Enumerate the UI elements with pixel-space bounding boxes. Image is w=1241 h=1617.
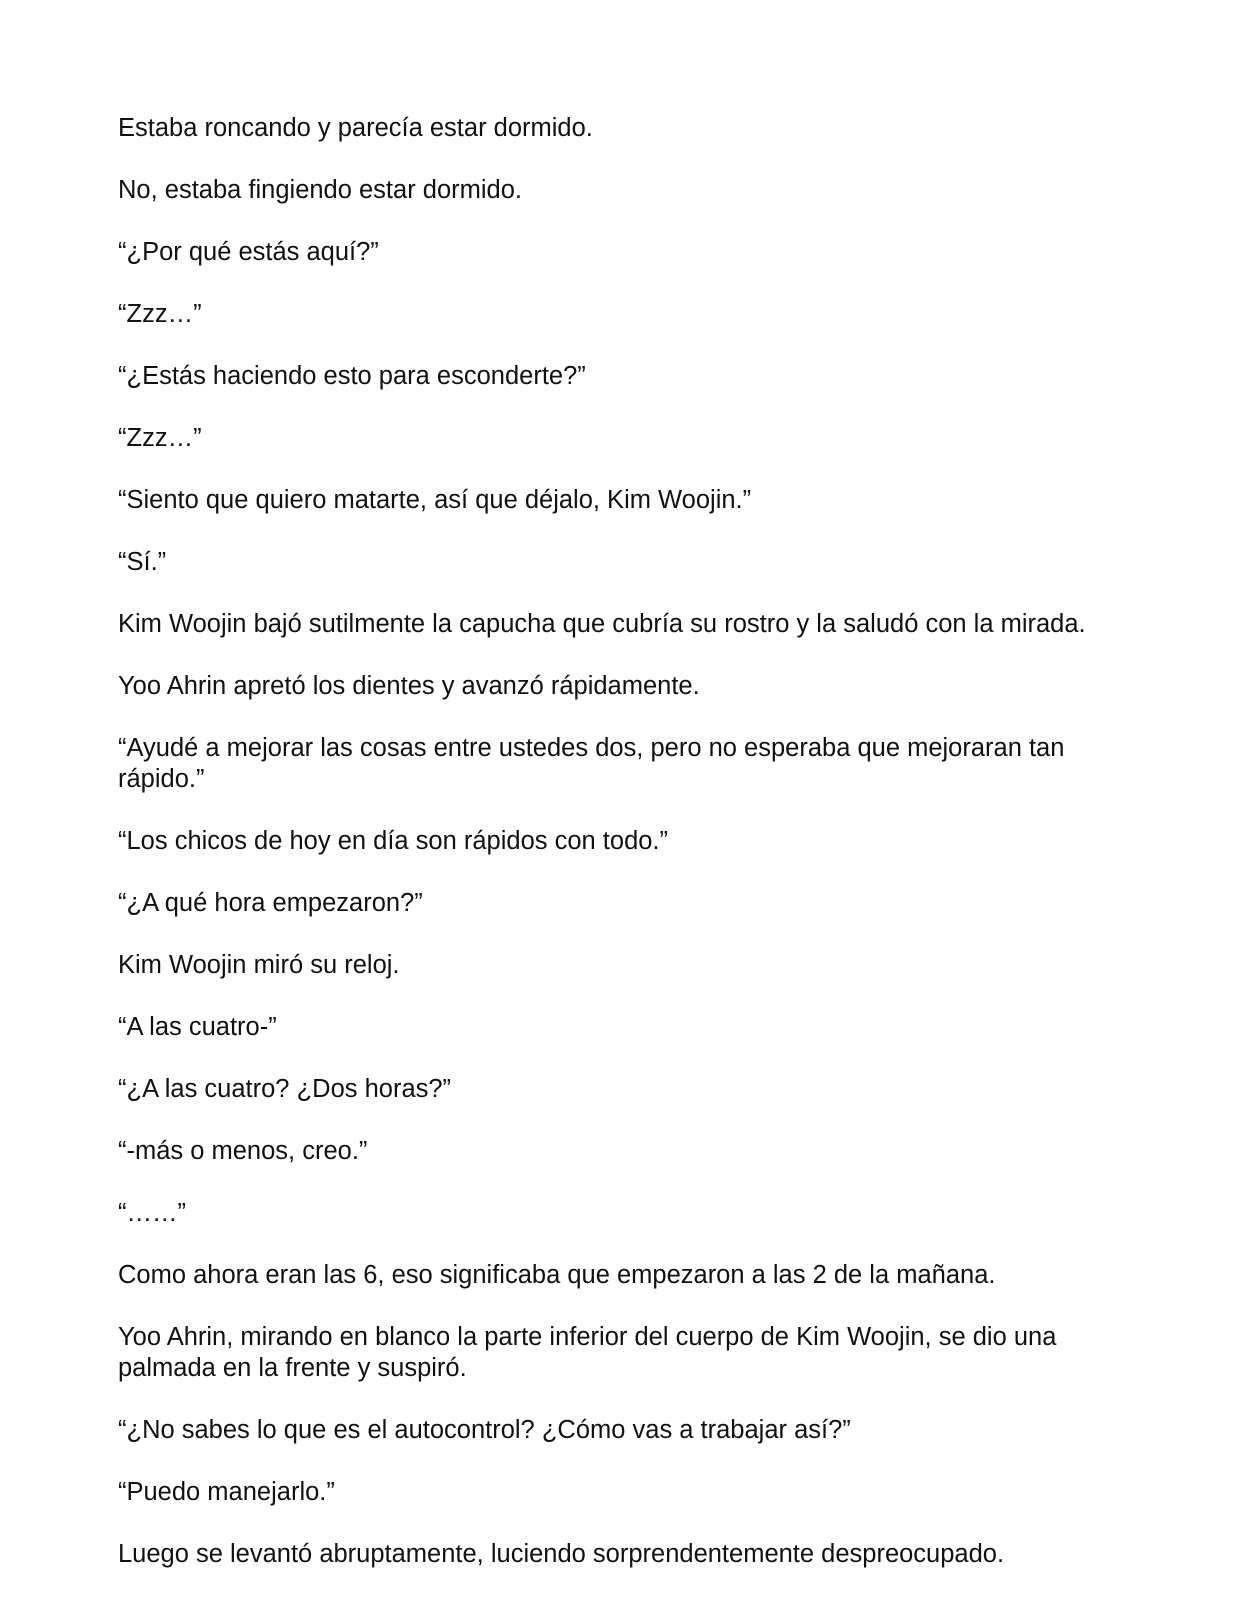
paragraph: Estaba roncando y parecía estar dormido. xyxy=(118,114,593,142)
paragraph: No, estaba fingiendo estar dormido. xyxy=(118,176,522,204)
paragraph: Como ahora eran las 6, eso significaba que empezaron a las 2 de la mañana. xyxy=(118,1261,996,1289)
paragraph: “Zzz…” xyxy=(118,300,202,328)
paragraph: Kim Woojin bajó sutilmente la capucha que cubría su rostro y la saludó con la mirada. xyxy=(118,610,1086,638)
paragraph: “A las cuatro-” xyxy=(118,1013,277,1041)
paragraph: “Puedo manejarlo.” xyxy=(118,1478,335,1506)
paragraph: “¿Estás haciendo esto para esconderte?” xyxy=(118,362,586,390)
paragraph: Luego se levantó abruptamente, luciendo sorprendentemente despreocupado. xyxy=(118,1540,1005,1568)
document-body xyxy=(118,113,1128,1601)
paragraph: Kim Woojin miró su reloj. xyxy=(118,951,400,979)
paragraph: “¿A las cuatro? ¿Dos horas?” xyxy=(118,1075,452,1103)
paragraph: “Zzz…” xyxy=(118,424,202,452)
paragraph: Yoo Ahrin apretó los dientes y avanzó rápidamente. xyxy=(118,672,700,700)
paragraph: “Sí.” xyxy=(118,548,167,576)
paragraph: “¿A qué hora empezaron?” xyxy=(118,889,423,917)
paragraph: “Ayudé a mejorar las cosas entre ustedes dos, pero no esperaba que mejoraran tan rápido.” xyxy=(118,734,1072,793)
paragraph: “Siento que quiero matarte, así que déjalo, Kim Woojin.” xyxy=(118,486,752,514)
paragraph: “……” xyxy=(118,1199,186,1227)
paragraph: “Los chicos de hoy en día son rápidos con todo.” xyxy=(118,827,669,855)
paragraph: “¿Por qué estás aquí?” xyxy=(118,238,379,266)
paragraph: “¿No sabes lo que es el autocontrol? ¿Cómo vas a trabajar así?” xyxy=(118,1416,851,1444)
paragraph: Yoo Ahrin, mirando en blanco la parte inferior del cuerpo de Kim Woojin, se dio una palmada en la frente y suspiró. xyxy=(118,1323,1064,1382)
paragraph: “-más o menos, creo.” xyxy=(118,1137,368,1165)
